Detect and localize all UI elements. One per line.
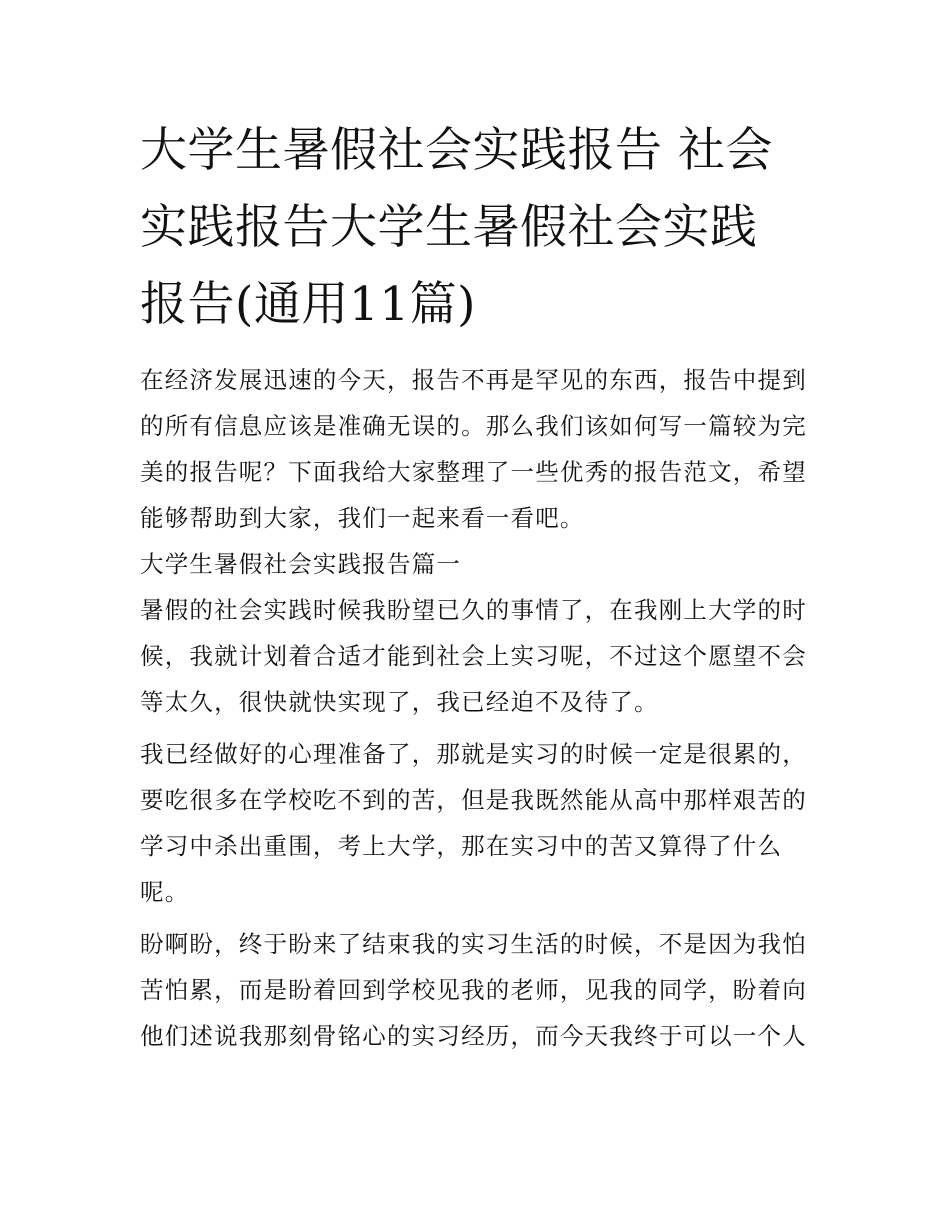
paragraph-line: 呢。 [140,878,190,906]
intro-line: 能够帮助到大家，我们一起来看一看吧。 [140,504,585,532]
paragraph-line: 苦怕累，而是盼着回到学校见我的老师，见我的同学，盼着向 [140,976,807,1004]
title-line: 实践报告大学生暑假社会实践 [140,200,758,255]
paragraph-line: 暑假的社会实践时候我盼望已久的事情了，在我刚上大学的时 [140,596,807,624]
body-paragraph-3 [140,921,815,1059]
paragraph-line: 他们述说我那刻骨铭心的实习经历，而今天我终于可以一个人 [140,1022,807,1050]
paragraph-line: 要吃很多在学校吃不到的苦，但是我既然能从高中那样艰苦的 [140,786,807,814]
intro-line: 的所有信息应该是准确无误的。那么我们该如何写一篇较为完 [140,412,807,440]
body-paragraph-1 [140,587,815,725]
paragraph-line: 学习中杀出重围，考上大学，那在实习中的苦又算得了什么 [140,832,783,860]
title-line: 大学生暑假社会实践报告 社会 [140,123,773,178]
paragraph-line: 我已经做好的心理准备了，那就是实习的时候一定是很累的， [140,740,807,768]
intro-line: 在经济发展迅速的今天，报告不再是罕见的东西，报告中提到 [140,366,807,394]
intro-paragraph [140,357,815,541]
title-line: 报告(通用11篇) [140,277,476,332]
document-title [140,112,815,343]
paragraph-line: 盼啊盼，终于盼来了结束我的实习生活的时候，不是因为我怕 [140,930,807,958]
section-heading: 大学生暑假社会实践报告篇一 [140,550,462,578]
section-heading-block [140,541,815,587]
body-paragraph-2 [140,731,815,915]
paragraph-line: 等太久，很快就快实现了，我已经迫不及待了。 [140,688,659,716]
intro-line: 美的报告呢？下面我给大家整理了一些优秀的报告范文，希望 [140,458,807,486]
paragraph-line: 候，我就计划着合适才能到社会上实习呢，不过这个愿望不会 [140,642,807,670]
